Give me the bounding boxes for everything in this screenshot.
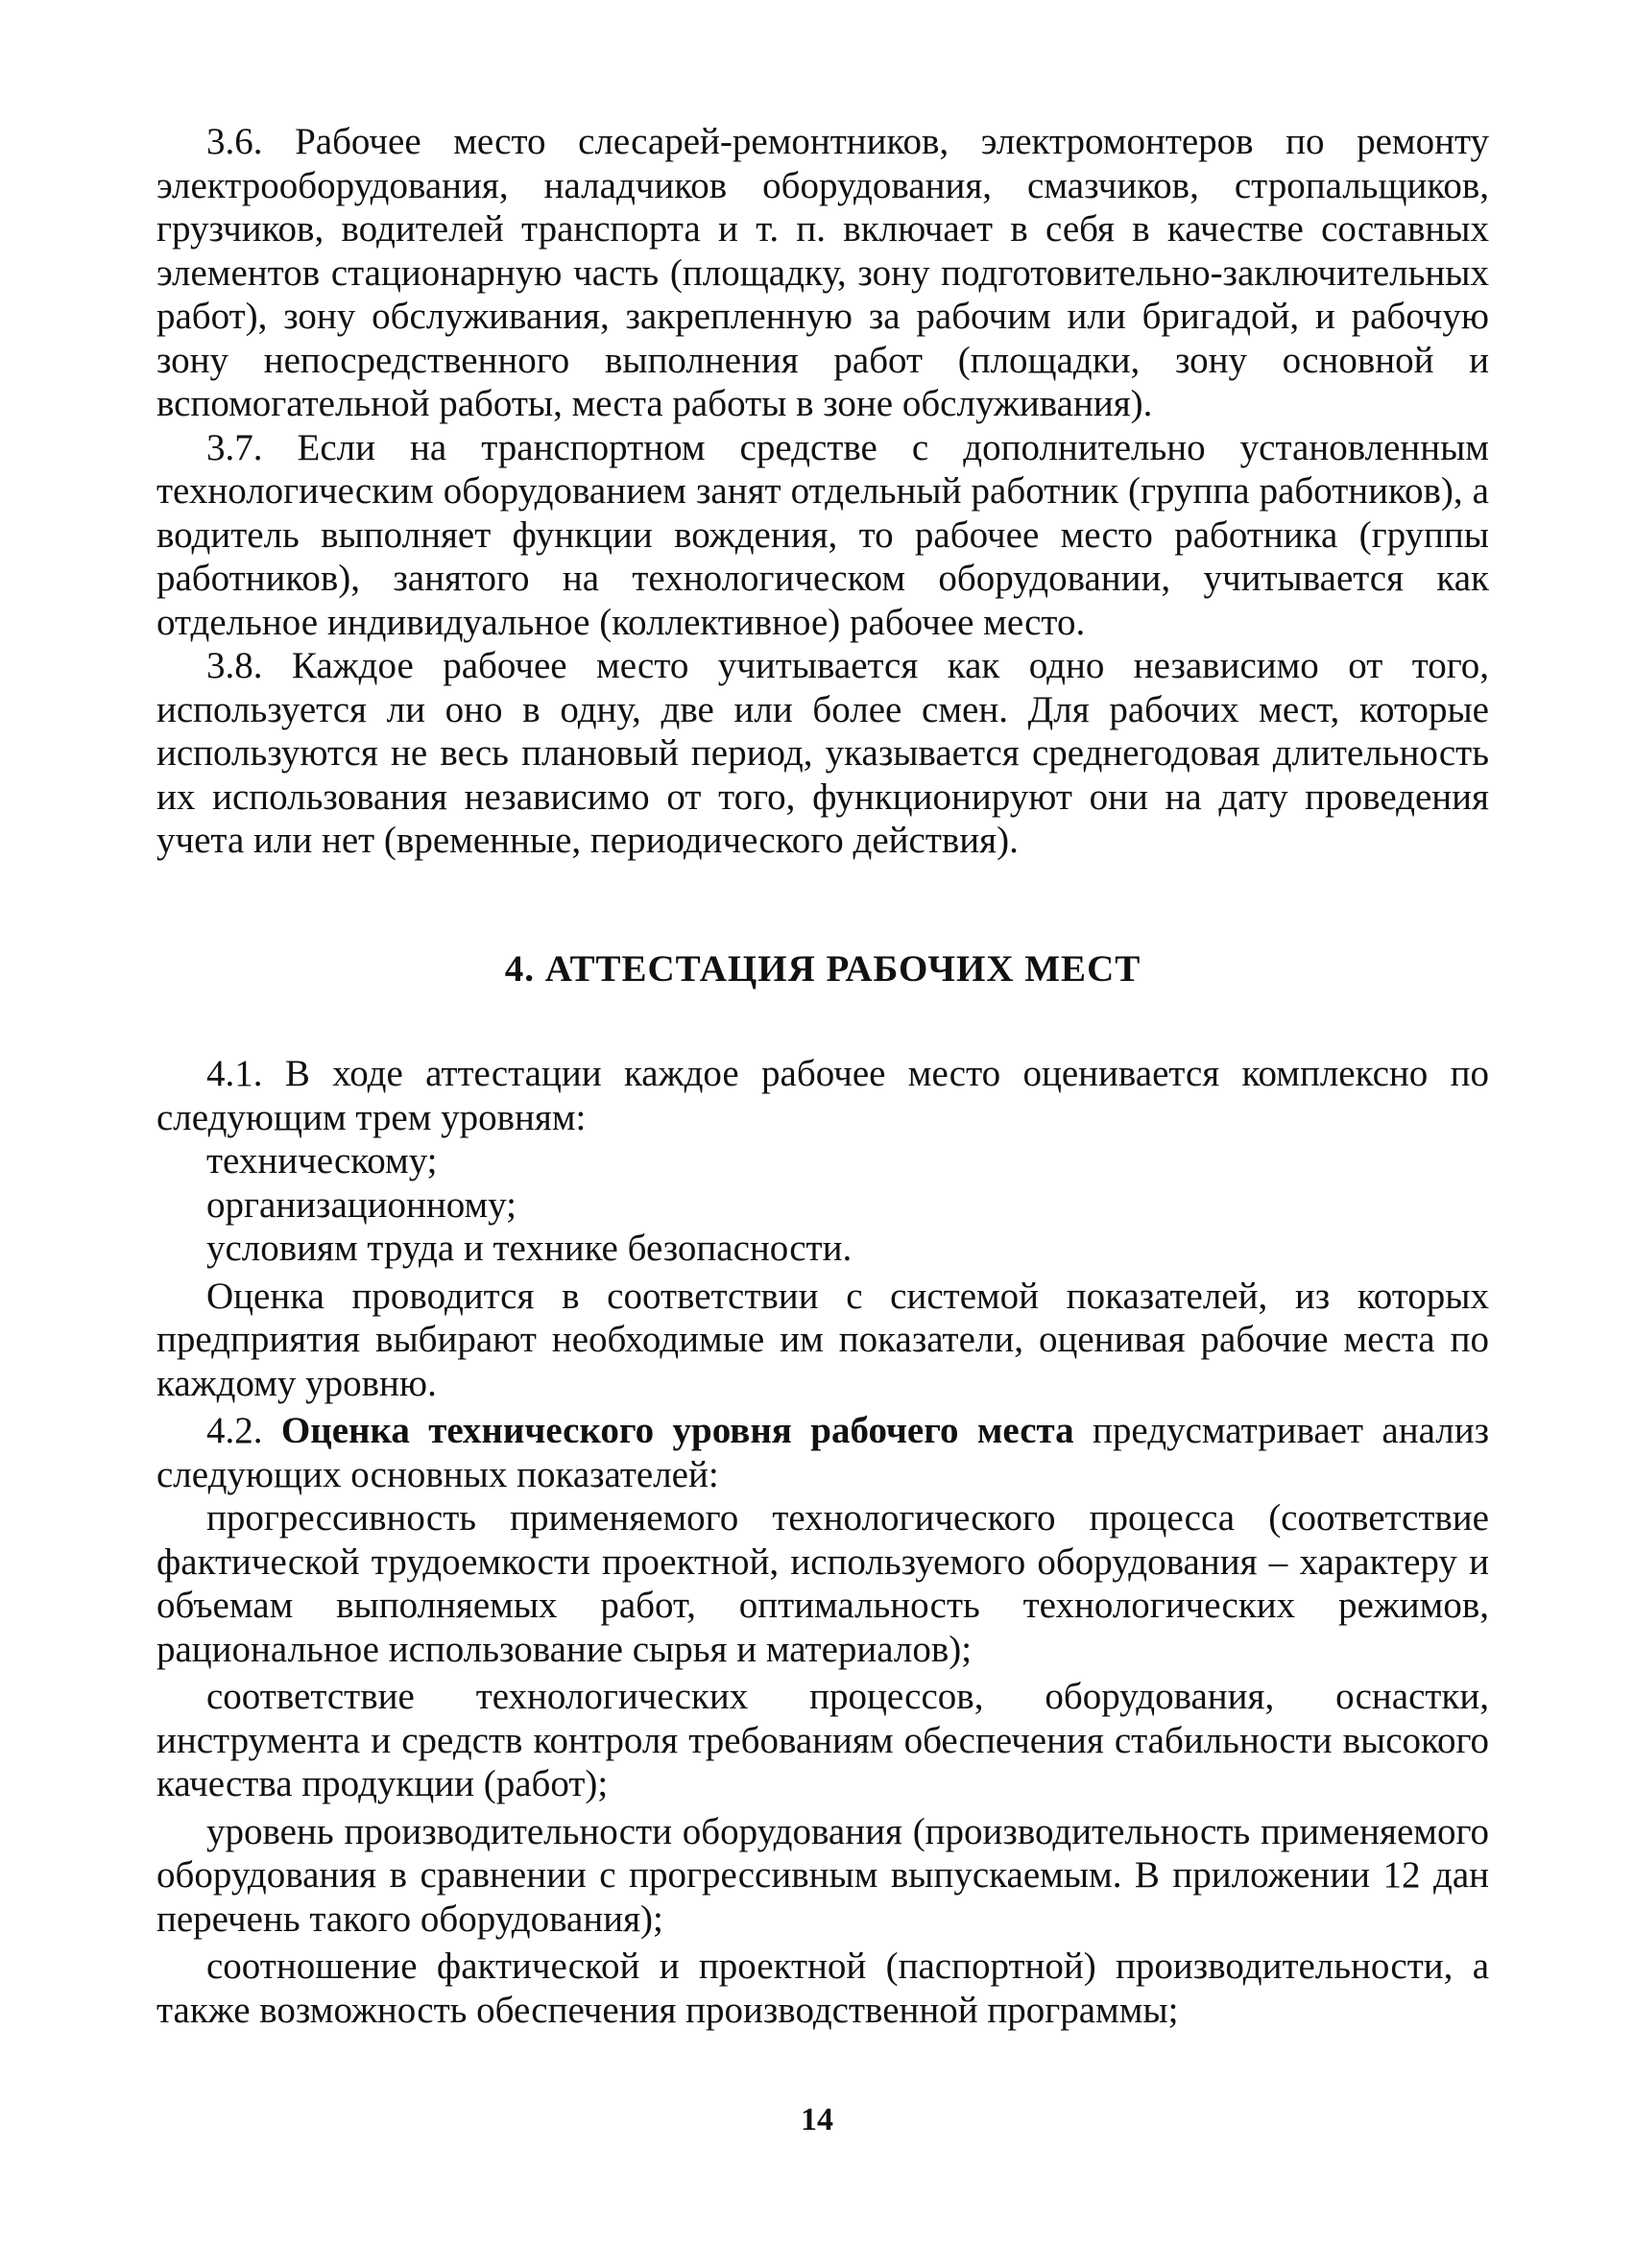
paragraph-3-6: 3.6. Рабочее место слесарей-ремонтников, электромонтеров по ремонту электрооборудования, наладчиков оборудования, смазчиков, стропальщиков, грузчиков, водителей транспорта и т. п. включает в себя в качестве составных элементов стационарную часть (площадку, зону подготовительно-заключительных работ), зону обслуживания, закрепленную за рабочим или бригадой, и рабочую зону непосредственного выполнения работ (площадки, зону основной и вспомогательной работы, места работы в зоне обслуживания). (156, 121, 1489, 424)
paragraph-3-8: 3.8. Каждое рабочее место учитывается как одно независимо от того, используется ли оно в одну, две или более смен. Для рабочих мест, которые используются не весь плановый период, указывается среднегодовая длительность их использования независимо от того, функционируют они на дату проведения учета или нет (временные, периодического действия). (156, 645, 1489, 861)
paragraph-4-2-number: 4.2. (206, 1410, 281, 1451)
document-page (156, 120, 1489, 2032)
paragraph-4-2 (156, 1409, 1489, 1496)
paragraph-4-2-bold: Оценка технического уровня рабочего места (280, 1410, 1074, 1451)
level-item: организационному; (206, 1183, 517, 1226)
indicator-item: соотношение фактической и проектной (паспортной) производительности, а также возможность обеспечения производственной программы; (156, 1946, 1489, 2031)
level-item: техническому; (206, 1140, 438, 1182)
section-4-heading: 4. АТТЕСТАЦИЯ РАБОЧИХ МЕСТ (504, 947, 1141, 990)
page-number: 14 (801, 2102, 833, 2137)
paragraph-3-7: 3.7. Если на транспортном средстве с дополнительно установленным технологическим оборудованием занят отдельный работник (группа работников), а водитель выполняет функции вождения, то рабочее место работника (группы работников), занятого на технологическом оборудовании, учитывается как отдельное индивидуальное (коллективное) рабочее место. (156, 426, 1489, 643)
indicator-item: уровень производительности оборудования (производительность применяемого оборудования в сравнении с прогрессивным выпускаемым. В приложении 12 дан перечень такого оборудования); (156, 1810, 1489, 1940)
assessment-paragraph: Оценка проводится в соответствии с системой показателей, из которых предприятия выбирают необходимые им показатели, оценивая рабочие места по каждому уровню. (156, 1275, 1489, 1404)
indicator-item: прогрессивность применяемого технологического процесса (соответствие фактической трудоемкости проектной, используемого оборудования – характеру и объемам выполняемых работ, оптимальность технологических режимов, рациональное использование сырья и материалов); (156, 1497, 1489, 1670)
indicator-item: соответствие технологических процессов, оборудования, оснастки, инструмента и средств контроля требованиям обеспечения стабильности высокого качества продукции (работ); (156, 1676, 1489, 1804)
level-item: условиям труда и технике безопасности. (206, 1228, 853, 1269)
paragraph-4-2-text: предусматривает анализ следующих основных показателей: (156, 1410, 1490, 1495)
paragraph-4-1: 4.1. В ходе аттестации каждое рабочее место оценивается комплексно по следующим трем уровням: (156, 1053, 1489, 1138)
